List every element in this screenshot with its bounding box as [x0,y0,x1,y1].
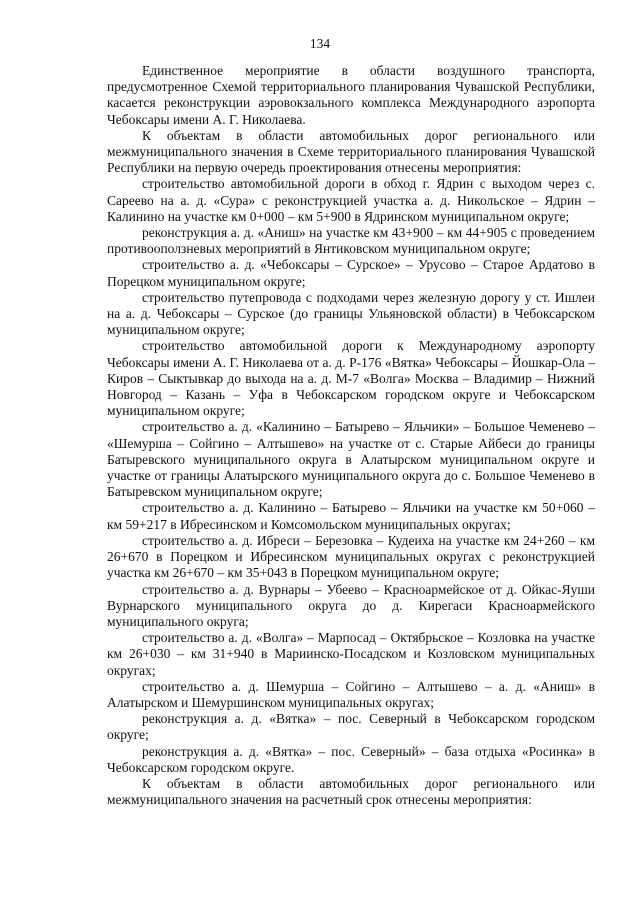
page-number: 134 [309,36,331,51]
list-item-shemursha-anish: строительство а. д. Шемурша – Сойгино – Алтышево – а. д. «Аниш» в Алатырском и Шемуршинском муниципальных округах; [107,678,595,710]
list-item-ishlei-overpass: строительство путепровода с подходами через железную дорогу у ст. Ишлеи на а. д. Чебоксары – Сурское (до границы Ульяновской области) в Чебоксарском муниципальном округе; [107,289,595,338]
list-item-urusovo-ardatovo: строительство а. д. «Чебоксары – Сурское» – Урусово – Старое Ардатово в Порецком муниципальном округе; [107,257,595,289]
document-body [107,63,595,808]
list-item-vyatka-severny: реконструкция а. д. «Вятка» – пос. Северный в Чебоксарском городском округе; [107,711,595,743]
list-item-vurnary-krasnoarmeyskoe: строительство а. д. Вурнары – Убеево – Красноармейское от д. Ойкас-Яуши Вурнарского муниципального округа до д. Кирегаси Красноармейского муниципального округа; [107,581,595,629]
paragraph-roads-estimated-term-intro: К объектам в области автомобильных дорог регионального или межмуниципального значения на расчетный срок отнесены мероприятия: [107,775,595,808]
list-item-rosinka: реконструкция а. д. «Вятка» – пос. Северный» – база отдыха «Росинка» в Чебоксарском городском округе. [107,743,595,775]
list-item-bolshoe-chemenevo: строительство а. д. «Калинино – Батырево – Яльчики» – Большое Чеменево – «Шемурша – Сойгино – Алтышево» на участке от с. Старые Айбеси до границы Батыревского муниципального округа в Алатырском муниципальном округе и участке от границы Алатырского муниципального округа до с. Большое Чеменево в Батыревском муниципальном округе; [107,419,595,500]
paragraph-roads-first-stage-intro: К объектам в области автомобильных дорог регионального или межмуниципального значения в Схеме территориального планирования Чувашской Республики на первую очередь проектирования отнесены мероприятия: [107,127,595,176]
list-item-yadrin-bypass: строительство автомобильной дороги в обход г. Ядрин с выходом через с. Сареево на а. д. «Сура» с реконструкцией участка а. д. Никольское – Ядрин – Калинино на участке км 0+000 – км 5+900 в Ядринском муниципальном округе; [107,176,595,224]
list-item-airport-road: строительство автомобильной дороги к Международному аэропорту Чебоксары имени А. Г. Николаева от а. д. Р-176 «Вятка» Чебоксары – Йошкар-Ола – Киров – Сыктывкар до выхода на а. д. М-7 «Волга» Москва – Владимир – Нижний Новгород – Казань – Уфа в Чебоксарском городском округе и Чебоксарском муниципальном округе; [107,338,595,419]
list-item-ibresi-kudeikha: строительство а. д. Ибреси – Березовка – Кудеиха на участке км 24+260 – км 26+670 в Порецком и Ибресинском муниципальных округах с реконструкцией участка км 26+670 – км 35+043 в Порецком муниципальном округе; [107,532,595,581]
paragraph-air-transport: Единственное мероприятие в области воздушного транспорта, предусмотренное Схемой территориального планирования Чувашской Республики, касается реконструкции аэровокзального комплекса Международного аэропорта Чебоксары имени А. Г. Николаева. [107,63,595,127]
list-item-anish-reconstruction: реконструкция а. д. «Аниш» на участке км 43+900 – км 44+905 с проведением противооползневых мероприятий в Янтиковском муниципальном округе; [107,225,595,257]
list-item-volga-kozlovka: строительство а. д. «Волга» – Марпосад – Октябрьское – Козловка на участке км 26+030 – км 31+940 в Мариинско-Посадском и Козловском муниципальных округах; [107,630,595,678]
list-item-kalinino-yalchiki: строительство а. д. Калинино – Батырево – Яльчики на участке км 50+060 – км 59+217 в Ибресинском и Комсомольском муниципальных округах; [107,500,595,532]
